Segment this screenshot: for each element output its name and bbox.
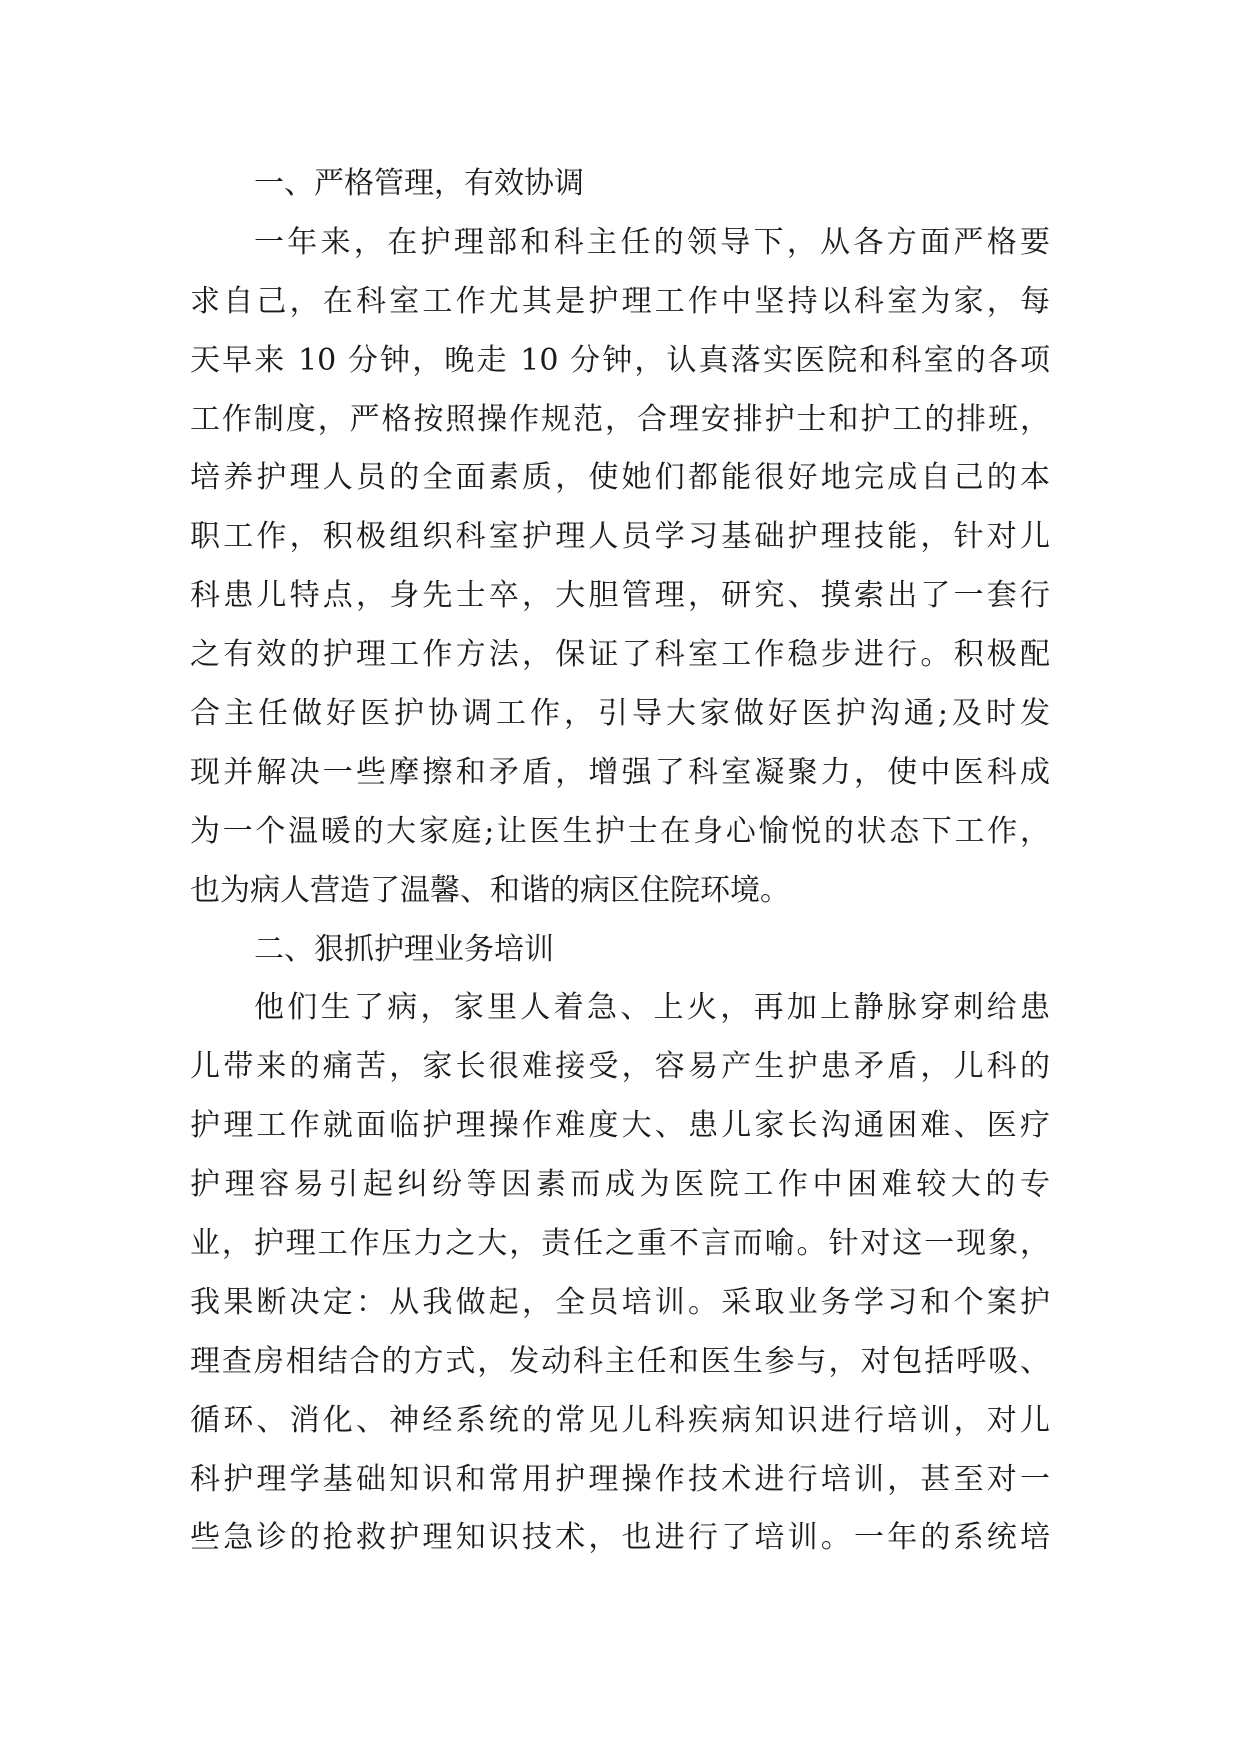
section-heading: 一、严格管理，有效协调: [254, 166, 584, 201]
document-body: [190, 155, 1050, 1568]
paragraph-line: 职工作，积极组织科室护理人员学习基础护理技能，针对儿: [190, 519, 1050, 555]
paragraph-line: 科护理学基础知识和常用护理操作技术进行培训，甚至对一: [190, 1461, 1050, 1497]
paragraph-line: 循环、消化、神经系统的常见儿科疾病知识进行培训，对儿: [190, 1402, 1050, 1438]
paragraph-line: 我果断决定：从我做起，全员培训。采取业务学习和个案护: [190, 1284, 1050, 1320]
paragraph-line: 护理工作就面临护理操作难度大、患儿家长沟通困难、医疗: [190, 1108, 1050, 1144]
paragraph-line: 他们生了病，家里人着急、上火，再加上静脉穿刺给患: [254, 990, 1050, 1026]
paragraph-line: 合主任做好医护协调工作，引导大家做好医护沟通;及时发: [190, 696, 1050, 732]
paragraph-line: 也为病人营造了温馨、和谐的病区住院环境。: [190, 872, 790, 908]
paragraph-line: 培养护理人员的全面素质，使她们都能很好地完成自己的本: [190, 460, 1050, 496]
paragraph-line: 护理容易引起纠纷等因素而成为医院工作中困难较大的专: [190, 1167, 1050, 1203]
paragraph-line: 求自己，在科室工作尤其是护理工作中坚持以科室为家，每: [190, 283, 1050, 319]
paragraph-line: 现并解决一些摩擦和矛盾，增强了科室凝聚力，使中医科成: [190, 754, 1050, 790]
paragraph-line: 业，护理工作压力之大，责任之重不言而喻。针对这一现象，: [190, 1226, 1050, 1262]
paragraph-line: 之有效的护理工作方法，保证了科室工作稳步进行。积极配: [190, 637, 1050, 673]
paragraph-line: 科患儿特点，身先士卒，大胆管理，研究、摸索出了一套行: [190, 578, 1050, 614]
paragraph-line: 些急诊的抢救护理知识技术，也进行了培训。一年的系统培: [190, 1520, 1050, 1556]
paragraph-line: 儿带来的痛苦，家长很难接受，容易产生护患矛盾，儿科的: [190, 1049, 1050, 1085]
paragraph-line: 一年来，在护理部和科主任的领导下，从各方面严格要: [254, 224, 1050, 260]
paragraph-line: 天早来 10 分钟，晚走 10 分钟，认真落实医院和科室的各项: [190, 342, 1050, 378]
paragraph-line: 为一个温暖的大家庭;让医生护士在身心愉悦的状态下工作，: [190, 813, 1050, 849]
section-heading: 二、狠抓护理业务培训: [254, 931, 554, 967]
paragraph-line: 理查房相结合的方式，发动科主任和医生参与，对包括呼吸、: [190, 1343, 1050, 1379]
paragraph-line: 工作制度，严格按照操作规范，合理安排护士和护工的排班，: [190, 401, 1050, 437]
